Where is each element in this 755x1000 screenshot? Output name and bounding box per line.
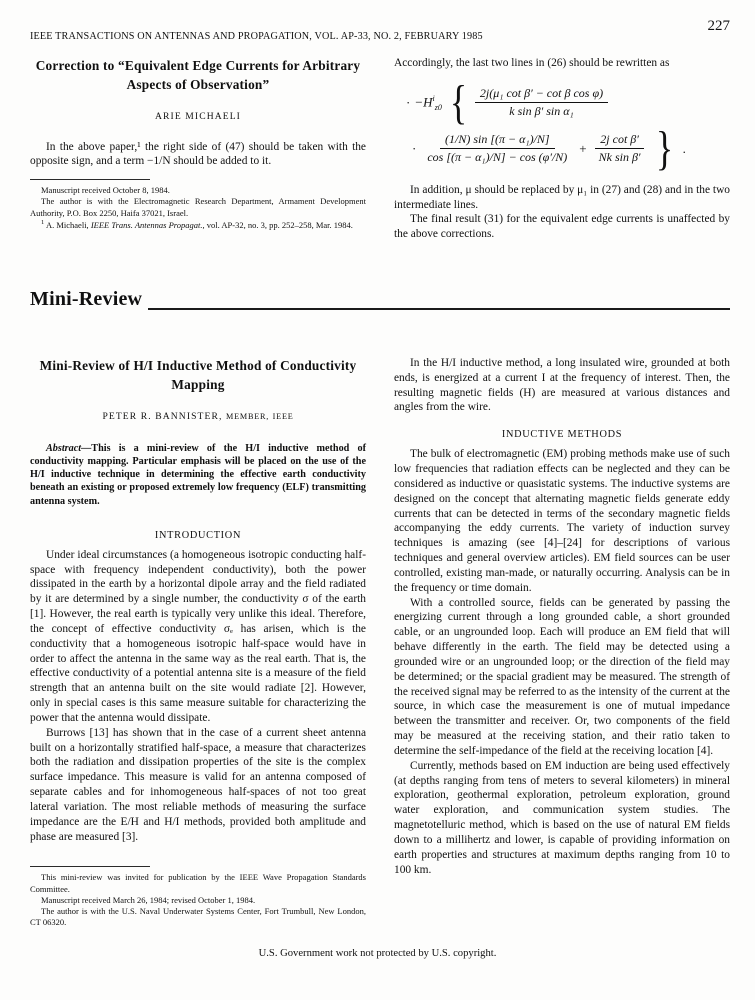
equation-26 <box>394 75 730 175</box>
equation-row-1 <box>394 75 730 129</box>
footnote-divider <box>30 179 150 180</box>
correction-title: Correction to “Equivalent Edge Currents for Arbitrary Aspects of Observation” <box>35 58 361 93</box>
mini-review-article <box>30 356 730 928</box>
equation-left-brace: { <box>449 75 468 129</box>
equation-lhs-subscript: z0 <box>434 102 442 112</box>
mini-review-left-column <box>30 356 366 928</box>
footnote-reference-rest: vol. AP-32, no. 3, pp. 252–258, Mar. 1984. <box>206 219 353 230</box>
mini-review-abstract <box>30 442 366 508</box>
equation-multiply-dot: · <box>412 140 417 156</box>
footnote-reference-marker: 1 <box>41 218 45 226</box>
equation-fraction-1-numerator: 2j(μ₁ cot β′ − cot β cos φ) <box>475 85 608 103</box>
correction-left-column <box>30 56 366 242</box>
section-heading-inductive-methods: INDUCTIVE METHODS <box>501 429 623 441</box>
equation-plus-operator: + <box>579 140 587 156</box>
correction-right-intro: Accordingly, the last two lines in (26) should be rewritten as <box>394 57 670 69</box>
mini-review-right-column <box>394 356 730 928</box>
mini-review-right-paragraph-3: With a controlled source, fields can be generated by passing the energizing current through a long grounded cable, a short grounded cable, or an ungrounded loop. Each will produce an EM field that will behave differently in the earth. The field may be detected using a grounded wire or an ungrounded loop; or the direction of the field may be determined; or the spacial gradient may be measured. The strength of the received signal may be referred to as the intensity of the current at the source, in which case the measurement is one of mutual impedance between the transmitter and receiver. Or, two components of the field may be measured at the receiving station, and their ratio taken to determine the self-impedance of the field at the receiving location [4]. <box>394 596 730 757</box>
mini-review-footnote-divider <box>30 866 150 867</box>
equation-trailing-period: . <box>682 140 686 156</box>
footnote-reference-journal: IEEE Trans. Antennas Propagat., <box>90 219 205 230</box>
mini-review-author-name: PETER R. BANNISTER, <box>102 410 223 422</box>
correction-right-paragraph-1: In addition, μ should be replaced by μ₁ in (27) and (28) and in the two intermediate lines. <box>394 183 730 211</box>
mini-review-footnote-affiliation: The author is with the U.S. Naval Underwater Systems Center, Fort Trumbull, New London, CT 06320. <box>30 906 366 928</box>
mini-review-banner-rule <box>148 308 730 310</box>
equation-fraction-2 <box>422 131 572 166</box>
mini-review-banner <box>30 288 730 314</box>
correction-author: ARIE MICHAELI <box>155 110 241 122</box>
equation-row-2 <box>394 121 730 175</box>
equation-lhs: $-H^i_{z0}$ <box>414 93 442 112</box>
equation-fraction-3 <box>594 131 646 166</box>
running-head-text: IEEE TRANSACTIONS ON ANTENNAS AND PROPAGATION, VOL. AP-33, NO. 2, FEBRUARY 1985 <box>30 31 483 42</box>
correction-footnote-affiliation: The author is with the Electromagnetic Research Department, Armament Development Authority, P.O. Box 2250, Haifa 37021, Israel. <box>30 196 366 218</box>
equation-fraction-2-denominator: cos [(π − α₁)/N] − cos (φ′/N) <box>427 150 568 165</box>
mini-review-footnote-manuscript: Manuscript received March 26, 1984; revised October 1, 1984. <box>41 894 256 905</box>
equation-lhs-superscript: i <box>432 93 435 103</box>
mini-review-right-paragraph-1: In the H/I inductive method, a long insulated wire, grounded at both ends, is energized at a current I at the frequency of interest. Then, the resulting magnetic fields (H) are measured at various distances and angles from the wire. <box>394 357 730 414</box>
equation-fraction-2-numerator: (1/N) sin [(π − α₁)/N] <box>440 131 555 149</box>
mini-review-title: Mini-Review of H/I Inductive Method of Conductivity Mapping <box>39 358 357 393</box>
section-heading-introduction: INTRODUCTION <box>154 529 242 541</box>
equation-leading-dash: · <box>406 94 411 110</box>
equation-right-brace: } <box>655 121 673 175</box>
copyright-footer: U.S. Government work not protected by U.S. copyright. <box>258 948 497 959</box>
correction-right-column <box>394 56 730 242</box>
page-number: 227 <box>707 18 730 34</box>
mini-review-right-paragraph-2: The bulk of electromagnetic (EM) probing methods make use of such low frequencies that radiation effects can be neglected and they can be considered as inductive or quasistatic systems. The inductive systems are designed on the concept that alternating magnetic fields generate eddy currents that can be detected in terms of the secondary magnetic fields accompanying the eddy currents. The variety of induction survey techniques is amazing (see [4]–[24] for descriptions of various techniques and general overview articles). EM field sources can be user controlled, existing man-made, or naturally occurring. Analysis can be in the frequency or time domain. <box>394 448 730 594</box>
equation-fraction-1 <box>475 85 608 120</box>
mini-review-right-paragraph-4: Currently, methods based on EM induction are being used effectively (at depths ranging from tens of meters to several kilometers) in mineral exploration, geothermal exploration, petroleum exploration, ground water exploration, and communication system studies. The magnetotelluric method, which is based on the use of natural EM fields down to a millihertz and lower, is capable of providing information on earth properties and structures at maximum depths ranging from 10 to 100 km. <box>394 759 730 876</box>
correction-body: In the above paper,¹ the right side of (47) should be taken with the opposite sign, and a term −1/N should be added to it. <box>30 140 366 168</box>
running-head <box>30 18 730 42</box>
abstract-text: This is a mini-review of the H/I inductive method of conductivity mapping. Particular emphasis will be placed on the use of the H/I inductive technique in determining the effective earth conductivity beneath an existing or proposed extremely low frequency (ELF) transmitting antenna system. <box>30 442 366 507</box>
intro-paragraph-1: Under ideal circumstances (a homogeneous isotropic conducting half-space with frequency independent conductivity), both the power dissipated in the earth by a horizontal dipole array and the field radiated by it are determined by a single number, the conductivity σ of the earth [1]. However, the real earth is typically very unlike this ideal. Therefore, the concept of effective conductivity σₑ has arisen, which is the conductivity that a homogeneous isotropic half-space would have in order to affect the antenna in the same way as the real earth. That is, the effective conductivity of a potential antenna site is a measure of the field strength that an antenna built on the site would radiate [2]. However, only in special cases is this same measure suitable for characterizing the power that the antenna would dissipate. <box>30 548 366 724</box>
equation-fraction-3-denominator: Nk sin β′ <box>598 150 641 165</box>
mini-review-banner-label: Mini-Review <box>30 288 143 310</box>
correction-footnote-manuscript: Manuscript received October 8, 1984. <box>41 185 170 196</box>
mini-review-author <box>30 411 366 422</box>
intro-paragraph-2: Burrows [13] has shown that in the case of a current sheet antenna built on a horizontally stratified half-space, a measure that characterizes both the radiation and dissipation properties of the site is the complex surface impedance. This measure is valid for an antenna composed of separate cables and for inhomogeneous half-spaces of not too great lateral variation. The most reliable methods of measuring the surface impedance are the E/H and H/I methods, provided both amplitude and phase are measured [3]. <box>30 726 366 843</box>
equation-fraction-1-denominator: k sin β′ sin α₁ <box>509 104 574 119</box>
correction-footnote-reference <box>30 219 366 231</box>
correction-right-paragraph-2: The final result (31) for the equivalent edge currents is unaffected by the above corrections. <box>394 213 730 241</box>
mini-review-author-org: IEEE <box>272 411 294 421</box>
mini-review-footnote-invited: This mini-review was invited for publication by the IEEE Wave Propagation Standards Committee. <box>30 872 366 894</box>
footnote-reference-author: A. Michaeli, <box>45 219 89 230</box>
equation-fraction-3-numerator: 2j cot β′ <box>595 131 644 149</box>
correction-article <box>30 56 730 242</box>
abstract-label: Abstract— <box>46 442 92 454</box>
mini-review-author-member: MEMBER, <box>225 411 270 421</box>
